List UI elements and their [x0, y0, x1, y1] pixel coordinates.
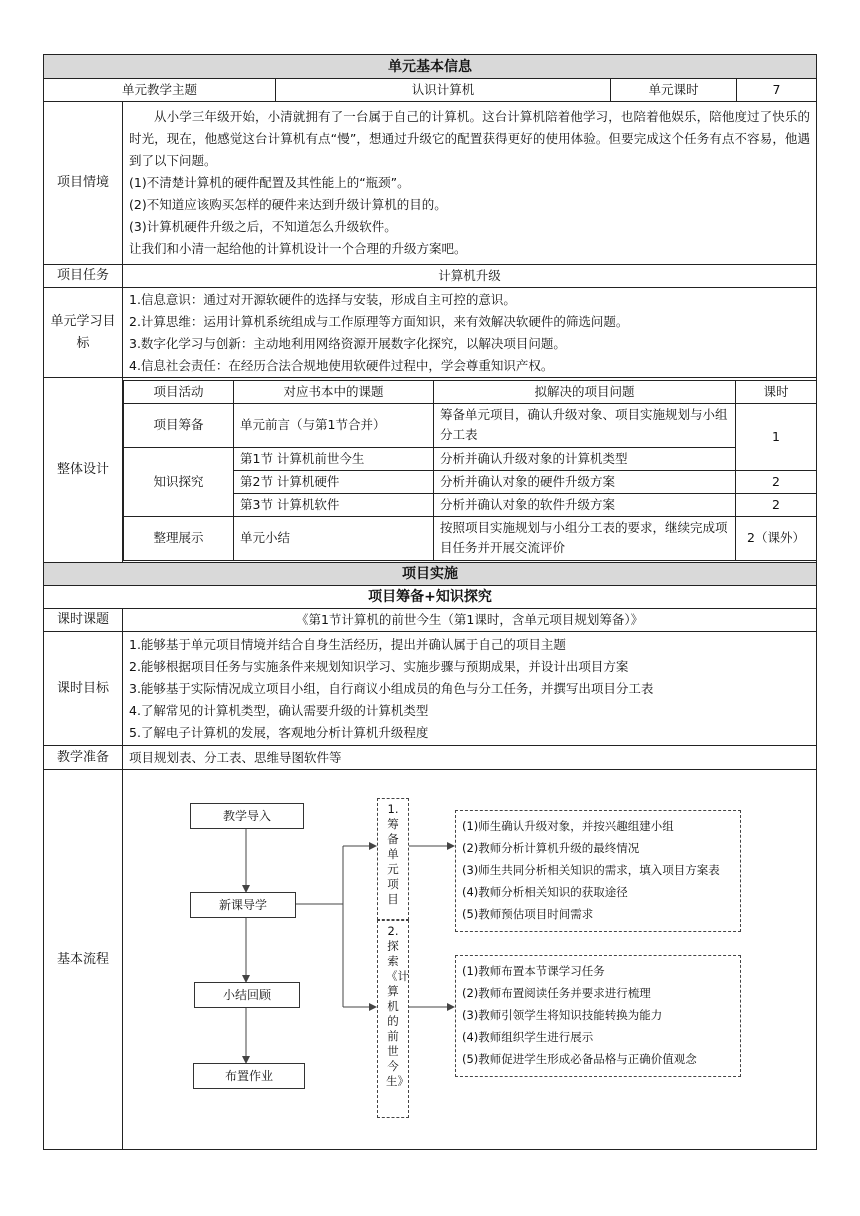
phase2-tasks: [455, 955, 741, 1077]
design-header: 拟解决的项目问题: [434, 380, 736, 403]
topic-cell: 单元前言（与第1节合并）: [234, 403, 434, 447]
goals-content: [123, 288, 817, 378]
goal-item: 4.信息社会责任：在经历合法合规地使用软硬件过程中，学会尊重知识产权。: [129, 357, 554, 373]
prep-label: 教学准备: [44, 746, 123, 770]
activity-cell: 知识探究: [124, 447, 234, 516]
scenario-item: (1)不清楚计算机的硬件配置及其性能上的“瓶颈”。: [129, 175, 410, 190]
prep-value: 项目规划表、分工表、思维导图软件等: [123, 746, 817, 770]
goal-item: 3.数字化学习与创新：主动地利用网络资源开展数字化探究，以解决项目问题。: [129, 335, 566, 351]
lesson-goal-item: 2.能够根据项目任务与实施条件来规划知识学习、实施步骤与预期成果，并设计出项目方案: [129, 658, 629, 674]
hours-cell: 2: [736, 493, 817, 516]
step-intro-box: 教学导入: [190, 803, 304, 829]
hours-label: 单元课时: [611, 79, 737, 102]
step-homework-box: 布置作业: [193, 1063, 305, 1089]
design-header: 项目活动: [124, 380, 234, 403]
scenario-label: 项目情境: [44, 102, 123, 265]
hours-cell: 1: [736, 403, 817, 470]
step-new-lesson-box: 新课导学: [190, 892, 296, 918]
phase2-label: 2.探索《计算机的前世今生》: [386, 924, 409, 1088]
lesson-goals-label: 课时目标: [44, 632, 123, 746]
scenario-item: (3)计算机硬件升级之后，不知道怎么升级软件。: [129, 219, 397, 234]
phase1-tasks: [455, 810, 741, 932]
goal-item: 1.信息意识：通过对开源软硬件的选择与安装，形成自主可控的意识。: [129, 291, 516, 307]
design-header: 对应书本中的课题: [234, 380, 434, 403]
lesson-goal-item: 4.了解常见的计算机类型，确认需要升级的计算机类型: [129, 702, 429, 718]
hours-value: 7: [737, 79, 817, 102]
topic-label: 单元教学主题: [44, 79, 276, 102]
flow-cell: [123, 770, 817, 1150]
activity-cell: 项目筹备: [124, 403, 234, 447]
step-summary-box: 小结回顾: [194, 982, 300, 1008]
phase2-task: (1)教师布置本节课学习任务: [462, 964, 605, 978]
phase1-task: (4)教师分析相关知识的获取途径: [462, 885, 628, 899]
phase2-task: (5)教师促进学生形成必备品格与正确价值观念: [462, 1052, 697, 1066]
phase1-task: (5)教师预估项目时间需求: [462, 907, 594, 921]
lesson-goal-item: 5.了解电子计算机的发展，客观地分析计算机升级程度: [129, 724, 429, 740]
design-header: 课时: [736, 380, 817, 403]
problem-cell: 分析并确认对象的硬件升级方案: [434, 470, 736, 493]
hours-cell: 2: [736, 470, 817, 493]
design-cell: [123, 378, 817, 563]
scenario-content: [123, 102, 817, 265]
phase1-task: (1)师生确认升级对象，并按兴趣组建小组: [462, 819, 674, 833]
phase2-task: (3)教师引领学生将知识技能转换为能力: [462, 1008, 663, 1022]
problem-cell: 按照项目实施规划与小组分工表的要求，继续完成项目任务并开展交流评价: [434, 516, 736, 560]
topic-cell: 单元小结: [234, 516, 434, 560]
implementation-subtitle: 项目筹备+知识探究: [44, 586, 817, 609]
phase1-task: (3)师生共同分析相关知识的需求，填入项目方案表: [462, 863, 720, 877]
scenario-paragraph: 从小学三年级开始，小清就拥有了一台属于自己的计算机。这台计算机陪着他学习，也陪着他娱乐，陪他度过了快乐的时光，现在，他感觉这台计算机有点“慢”，想通过升级它的配置获得更好的使用体验。但要完成这个任务有点不容易，他遇到了以下问题。: [129, 109, 811, 168]
phase1-label: 1.筹备单元项目: [387, 802, 399, 906]
design-label: 整体设计: [44, 378, 123, 563]
flow-label: 基本流程: [44, 770, 123, 1150]
lesson-goals-content: [123, 632, 817, 746]
lesson-plan-table: [43, 54, 817, 1150]
lesson-label: 课时课题: [44, 609, 123, 632]
lesson-goal-item: 3.能够基于实际情况成立项目小组，自行商议小组成员的角色与分工任务，并撰写出项目分工表: [129, 680, 654, 696]
design-table: [123, 380, 817, 561]
lesson-goal-item: 1.能够基于单元项目情境并结合自身生活经历，提出并确认属于自己的项目主题: [129, 636, 566, 652]
implementation-title: 项目实施: [44, 563, 817, 586]
topic-cell: 第1节 计算机前世今生: [234, 447, 434, 470]
lesson-value: 《第1节计算机的前世今生（第1课时，含单元项目规划筹备）》: [123, 609, 817, 632]
activity-cell: 整理展示: [124, 516, 234, 560]
problem-cell: 筹备单元项目，确认升级对象、项目实施规划与小组分工表: [434, 403, 736, 447]
goal-item: 2.计算思维：运用计算机系统组成与工作原理等方面知识，来有效解决软硬件的筛选问题。: [129, 313, 629, 329]
phase2-task: (2)教师布置阅读任务并要求进行梳理: [462, 986, 651, 1000]
topic-value: 认识计算机: [276, 79, 611, 102]
topic-cell: 第2节 计算机硬件: [234, 470, 434, 493]
task-label: 项目任务: [44, 265, 123, 288]
unit-info-title: 单元基本信息: [44, 55, 817, 79]
scenario-closing: 让我们和小清一起给他的计算机设计一个合理的升级方案吧。: [129, 241, 467, 256]
problem-cell: 分析并确认升级对象的计算机类型: [434, 447, 736, 470]
phase1-box: [377, 798, 409, 920]
topic-cell: 第3节 计算机软件: [234, 493, 434, 516]
task-value: 计算机升级: [123, 265, 817, 288]
flow-diagram: [123, 800, 816, 1114]
scenario-item: (2)不知道应该购买怎样的硬件来达到升级计算机的目的。: [129, 197, 447, 212]
phase2-task: (4)教师组织学生进行展示: [462, 1030, 594, 1044]
goals-label: 单元学习目标: [44, 288, 123, 378]
phase2-box: [377, 920, 409, 1118]
hours-cell: 2（课外）: [736, 516, 817, 560]
phase1-task: (2)教师分析计算机升级的最终情况: [462, 841, 640, 855]
problem-cell: 分析并确认对象的软件升级方案: [434, 493, 736, 516]
